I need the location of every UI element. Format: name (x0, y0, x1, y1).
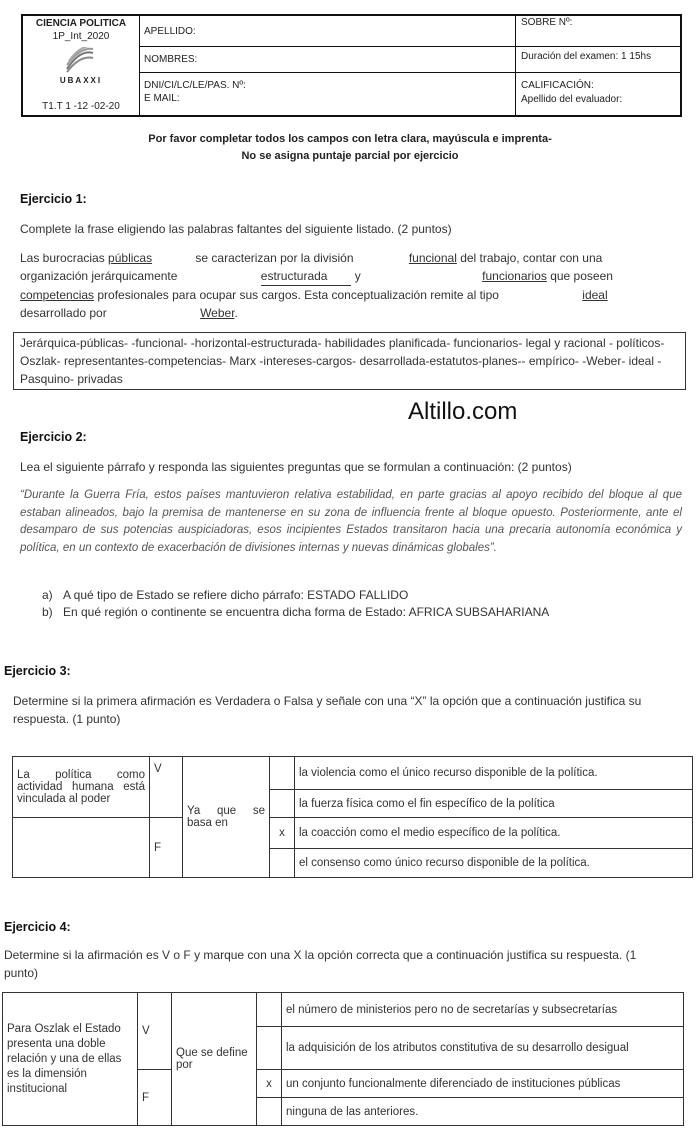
ej3-mark-1[interactable] (270, 790, 295, 818)
ej1-answer: estructurada (261, 267, 352, 286)
ej4-mark-2[interactable]: x (257, 1070, 282, 1098)
ej3-option-1: la fuerza física como el fin específico de la política (295, 790, 693, 818)
ej4-option-1: la adquisición de los atributos constitutiva de su desarrollo desigual (282, 1027, 684, 1070)
ej3-statement: La política como actividad humana está vinculada al poder (13, 757, 150, 818)
ej1-answer: funcional (408, 251, 457, 265)
duracion-label: Duración del examen: 1 15hs (521, 51, 652, 62)
ej4-option-0: el número de ministerios pero no de secretarías y subsecretarías (282, 993, 684, 1027)
ej3-option-3: el consenso como único recurso disponible de la política. (295, 849, 693, 878)
ej3-connector: Ya que se basa en (183, 757, 270, 878)
ej1-paragraph (20, 249, 670, 322)
instruction-line-2: No se asigna puntaje parcial por ejercicio (241, 150, 459, 162)
ej2-qb: En qué región o continente se encuentra dicha forma de Estado: AFRICA SUBSAHARIANA (63, 605, 550, 619)
divider (515, 16, 516, 115)
exam-code: 1P_Int_2020 (52, 31, 110, 42)
ej4-mark-0[interactable] (257, 993, 282, 1027)
ej3-mark-2[interactable]: x (270, 818, 295, 849)
watermark: Altillo.com (408, 398, 518, 425)
ej1-text: Las burocracias (20, 251, 109, 265)
ej1-text: se caracterizan por la división (192, 251, 357, 265)
ej3-true-cell: V (150, 757, 183, 818)
ej1-answer: funcionarios (482, 269, 547, 283)
ej4-option-3: ninguna de las anteriores. (282, 1098, 684, 1126)
ej2-prompt: Lea el siguiente párrafo y responda las siguientes preguntas que se formulan a continuación: (2 puntos) (20, 460, 572, 474)
ej3-title: Ejercicio 3: (4, 664, 71, 678)
ej2-qa: A qué tipo de Estado se refiere dicho párrafo: ESTADO FALLIDO (63, 588, 409, 602)
ej3-mark-0[interactable] (270, 757, 295, 790)
ej4-true-cell: V (138, 993, 172, 1070)
instruction-line-1: Por favor completar todos los campos con letra clara, mayúscula e imprenta- (148, 133, 552, 145)
ej1-text: que poseen (546, 269, 613, 283)
ej4-mark-3[interactable] (257, 1098, 282, 1126)
dni-label: DNI/CI/LC/LE/PAS. Nº: (144, 80, 246, 91)
ej1-word-list: Jerárquica-públicas- -funcional- -horizontal-estructurada- habilidades planificada- funcionarios- legal y racional - políticos- Oszlak- representantes-competencias- Marx -intereses-cargos- desarrollada-estatutos-planes-- empírico- -Weber- ideal - Pasquino- privadas (13, 332, 686, 390)
ej2-qb-marker: b) (42, 605, 53, 619)
ej1-text: desarrollado por (20, 306, 111, 320)
course-name: CIENCIA POLITICA (35, 18, 127, 29)
ej1-text: del trabajo, contar con una (456, 251, 603, 265)
ej1-prompt: Complete la frase eligiendo las palabras faltantes del siguiente listado. (2 puntos) (20, 222, 452, 236)
ej2-title: Ejercicio 2: (20, 430, 87, 444)
ej1-text: profesionales para ocupar sus cargos. Esta conceptualización remite al tipo (94, 288, 503, 302)
ej1-answer: competencias (20, 288, 95, 302)
ej1-text: . (234, 306, 238, 320)
apellido-label: APELLIDO: (144, 26, 196, 37)
ej3-table (12, 756, 693, 878)
ej4-prompt: Determine si la afirmación es V o F y marque con una X la opción correcta que a continuación justifica su respuesta. (1 punto) (4, 948, 637, 980)
ej1-title: Ejercicio 1: (20, 192, 87, 206)
logo-text: UBAXXI (59, 76, 103, 85)
ej1-answer: Weber (200, 306, 235, 320)
ej1-answer: públicas (108, 251, 153, 265)
ej3-false-cell: F (150, 818, 183, 878)
topic-code: T1.T 1 -12 -02-20 (42, 101, 120, 112)
ej2-qa-marker: a) (42, 588, 53, 602)
ej4-title: Ejercicio 4: (4, 920, 71, 934)
evaluador-label: Apellido del evaluador: (521, 94, 623, 105)
email-label: E MAIL: (144, 93, 180, 104)
ej4-connector: Que se define por (172, 993, 257, 1126)
ej3-mark-3[interactable] (270, 849, 295, 878)
ej3-option-2: la coacción como el medio específico de la política. (295, 818, 693, 849)
ej3-prompt: Determine si la primera afirmación es Verdadera o Falsa y señale con una “X” la opción que a continuación justifica su respuesta. (1 punto) (13, 694, 642, 726)
ej4-table (2, 992, 684, 1126)
ej3-statement-cont (13, 818, 150, 878)
ubaxxi-logo-icon (63, 47, 97, 73)
ej4-mark-1[interactable] (257, 1027, 282, 1070)
divider (139, 16, 140, 115)
calificacion-label: CALIFICACIÓN: (521, 80, 594, 91)
ej4-statement: Para Oszlak el Estado presenta una doble relación y una de ellas es la dimensión institucional (3, 993, 138, 1126)
ej3-option-0: la violencia como el único recurso disponible de la política. (295, 757, 693, 790)
ej1-text: y (351, 269, 365, 283)
divider (139, 46, 680, 47)
ej4-false-cell: F (138, 1070, 172, 1126)
ej1-text: organización jerárquicamente (20, 269, 181, 283)
ej2-quote: “Durante la Guerra Fría, estos países mantuvieron relativa estabilidad, en parte gracias al apoyo recibido del bloque al que estaban alineados, bajo la premisa de mantenerse en su zona de influencia frente al bloque opuesto. Posteriormente, ante el desamparo de sus potencias auspiciadoras, esos incipientes Estados transitaron hacia una precaria autonomía económica y política, en un contexto de exacerbación de divisiones internas y nuevas dinámicas globales”. (20, 489, 682, 554)
divider (139, 72, 680, 73)
sobre-label: SOBRE Nº: (521, 17, 573, 28)
ej4-option-2: un conjunto funcionalmente diferenciado de instituciones públicas (282, 1070, 684, 1098)
exam-header (21, 14, 682, 117)
nombres-label: NOMBRES: (144, 54, 198, 65)
ej1-answer: ideal (582, 288, 608, 302)
